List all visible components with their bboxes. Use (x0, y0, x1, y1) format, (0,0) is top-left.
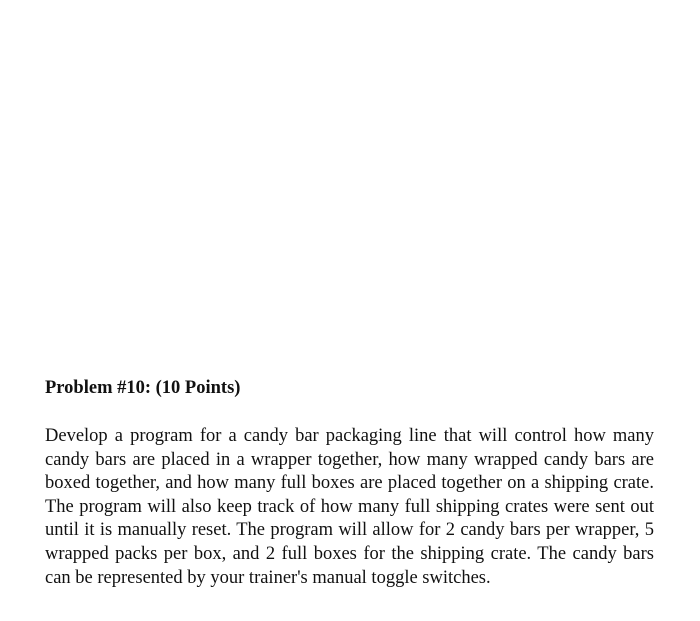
problem-heading: Problem #10: (10 Points) (45, 378, 241, 398)
problem-description: Develop a program for a candy bar packaging line that will control how many candy bars are placed in a wrapper together, how many wrapped candy bars are boxed together, and how many full boxes are placed together on a shipping crate. The program will also keep track of how many full shipping crates were sent out until it is manually reset. The program will allow for 2 candy bars per wrapper, 5 wrapped packs per box, and 2 full boxes for the shipping crate. The candy bars can be represented by your trainer's manual toggle switches. (45, 426, 654, 588)
